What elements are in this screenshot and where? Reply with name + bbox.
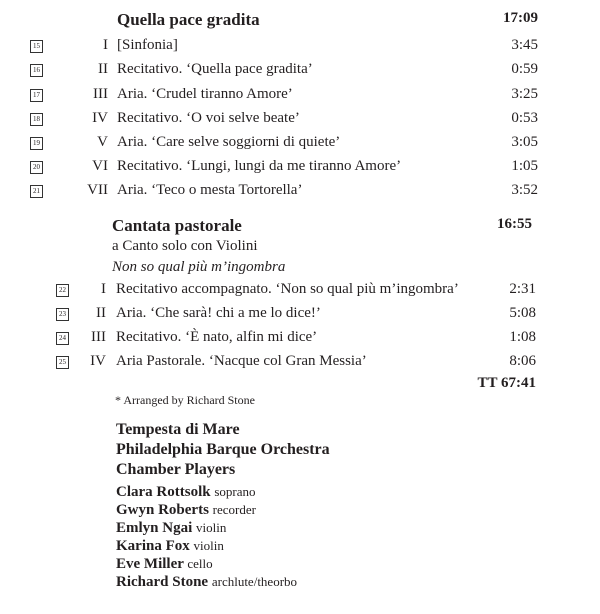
track-row <box>0 353 600 375</box>
movement-numeral: VII <box>87 182 108 198</box>
movement-duration: 1:05 <box>511 158 538 174</box>
cantata-title: Quella pace gradita <box>117 10 260 29</box>
performer-name: Emlyn Ngai <box>116 520 193 536</box>
movement-title: Recitativo accompagnato. ‘Non so qual più m’ingombra’ <box>116 281 459 297</box>
track-number-box: 21 <box>30 185 43 198</box>
movement-numeral: IV <box>92 110 108 126</box>
track-number-box: 15 <box>30 40 43 53</box>
total-time: TT 67:41 <box>477 375 536 391</box>
track-number-box: 17 <box>30 89 43 102</box>
track-row <box>0 281 600 303</box>
performer <box>116 520 226 537</box>
cantata-subtitle: a Canto solo con Violini <box>112 238 258 254</box>
movement-duration: 5:08 <box>509 305 536 321</box>
ensemble-line: Chamber Players <box>116 461 236 478</box>
movement-numeral: II <box>98 61 108 77</box>
performer <box>116 556 213 573</box>
movement-numeral: I <box>103 37 108 53</box>
movement-numeral: VI <box>92 158 108 174</box>
performer <box>116 484 256 501</box>
track-number-box: 16 <box>30 64 43 77</box>
movement-title: Recitativo. ‘È nato, alfin mi dice’ <box>116 329 318 345</box>
track-row <box>0 305 600 327</box>
track-number-box: 23 <box>56 308 69 321</box>
track-row <box>0 37 600 59</box>
track-row <box>0 158 600 180</box>
performer <box>116 502 256 519</box>
performer-name: Eve Miller <box>116 556 184 572</box>
performer-role: soprano <box>214 484 256 499</box>
track-number-box: 22 <box>56 284 69 297</box>
performer-name: Gwyn Roberts <box>116 502 209 518</box>
movement-numeral: III <box>93 86 108 102</box>
movement-numeral: II <box>96 305 106 321</box>
performer <box>116 574 297 591</box>
movement-duration: 1:08 <box>509 329 536 345</box>
movement-numeral: I <box>101 281 106 297</box>
movement-title: Recitativo. ‘O voi selve beate’ <box>117 110 300 126</box>
cantata-title: Cantata pastorale <box>112 216 242 235</box>
cantata-incipit: Non so qual più m’ingombra <box>112 259 286 275</box>
movement-duration: 3:25 <box>511 86 538 102</box>
movement-duration: 2:31 <box>509 281 536 297</box>
track-row <box>0 110 600 132</box>
ensemble-line: Philadelphia Barque Orchestra <box>116 441 330 458</box>
movement-title: Aria. ‘Crudel tiranno Amore’ <box>117 86 293 102</box>
performer-role: violin <box>196 520 227 535</box>
movement-duration: 0:53 <box>511 110 538 126</box>
cantata-duration: 17:09 <box>503 10 538 26</box>
movement-title: [Sinfonia] <box>117 37 178 53</box>
track-number-box: 24 <box>56 332 69 345</box>
cantata-duration: 16:55 <box>497 216 532 232</box>
performer-name: Karina Fox <box>116 538 190 554</box>
movement-numeral: IV <box>90 353 106 369</box>
track-number-box: 20 <box>30 161 43 174</box>
ensemble-line: Tempesta di Mare <box>116 421 240 438</box>
movement-duration: 8:06 <box>509 353 536 369</box>
movement-title: Recitativo. ‘Lungi, lungi da me tiranno Amore’ <box>117 158 402 174</box>
movement-numeral: V <box>97 134 108 150</box>
track-number-box: 25 <box>56 356 69 369</box>
performer <box>116 538 224 555</box>
track-row <box>0 182 600 204</box>
track-row <box>0 134 600 156</box>
performer-role: cello <box>187 556 213 571</box>
movement-title: Recitativo. ‘Quella pace gradita’ <box>117 61 313 77</box>
performer-role: archlute/theorbo <box>211 574 298 589</box>
track-number-box: 19 <box>30 137 43 150</box>
movement-title: Aria. ‘Che sarà! chi a me lo dice!’ <box>116 305 321 321</box>
track-number-box: 18 <box>30 113 43 126</box>
movement-numeral: III <box>91 329 106 345</box>
movement-duration: 3:52 <box>511 182 538 198</box>
movement-title: Aria. ‘Care selve soggiorni di quiete’ <box>117 134 341 150</box>
track-row <box>0 61 600 83</box>
performer-role: violin <box>193 538 224 553</box>
movement-title: Aria. ‘Teco o mesta Tortorella’ <box>117 182 303 198</box>
performer-role: recorder <box>212 502 256 517</box>
movement-duration: 3:45 <box>511 37 538 53</box>
movement-duration: 3:05 <box>511 134 538 150</box>
footnote: * Arranged by Richard Stone <box>115 393 255 407</box>
performer-name: Clara Rottsolk <box>116 484 211 500</box>
track-row <box>0 86 600 108</box>
movement-title: Aria Pastorale. ‘Nacque col Gran Messia’ <box>116 353 367 369</box>
track-row <box>0 329 600 351</box>
movement-duration: 0:59 <box>511 61 538 77</box>
performer-name: Richard Stone <box>116 574 209 590</box>
